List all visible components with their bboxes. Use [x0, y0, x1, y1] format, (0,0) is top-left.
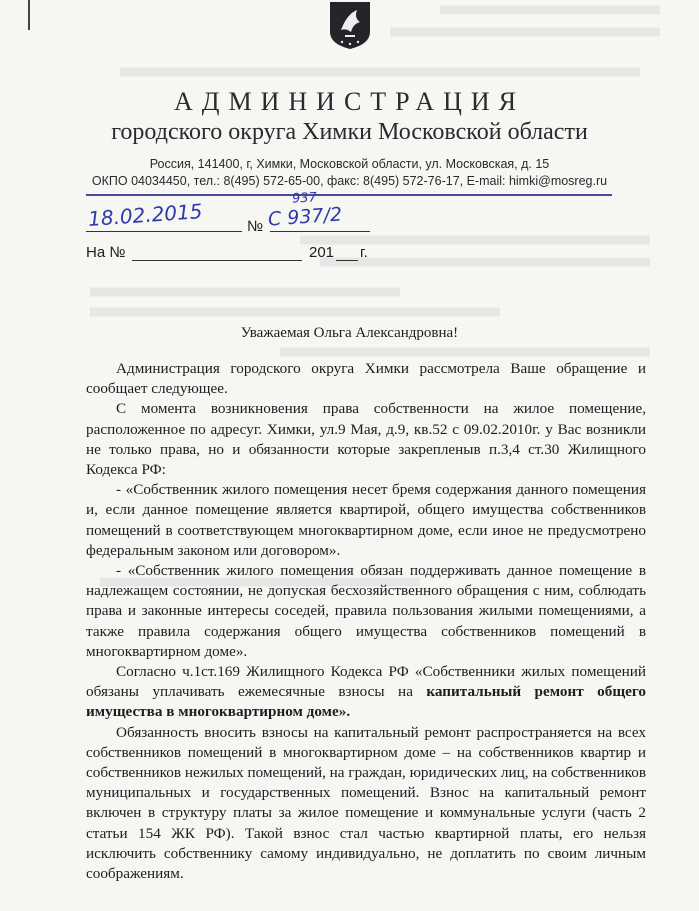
- year-line: [336, 260, 358, 261]
- paragraph-obligation: Обязанность вносить взносы на капитальный ремонт распространяется на всех собственников помещений в многоквартирном доме – на собственников квартир и собственников нежилых помещений, на граждан, юридических лиц, на собственников муниципальных и государственных помещений. Взнос на капитальный ремонт включен в структуру платы за жилое помещение и коммунальные услуги (часть 2 статьи 154 ЖК РФ). Такой взнос стал частью квартирной платы, его нельзя исключить собственнику самому индивидуально, не доплатить по своим личным соображениям.: [86, 723, 647, 883]
- reply-number-line: [132, 260, 302, 261]
- handwritten-number-top: 937: [291, 190, 318, 207]
- header-rule: [86, 194, 612, 196]
- paragraph-intro: Администрация городского округа Химки рассмотрела Ваше обращение и сообщает следующее.: [86, 360, 646, 398]
- contact-details: ОКПО 04034450, тел.: 8(495) 572-65-00, факс: 8(495) 572-76-17, E-mail: himki@mosreg.ru: [91, 174, 608, 188]
- paragraph-quote-1: - «Собственник жилого помещения несет бремя содержания данного помещения и, если данное помещение является квартирой, общего имущества собственников помещений в соответствующем многоквартирном доме, если иное не предусмотрено федеральным законом или договором».: [86, 481, 646, 559]
- handwritten-number: С 937/2: [267, 203, 343, 231]
- coat-of-arms-icon: [327, 0, 373, 50]
- year-label: 201: [309, 244, 335, 261]
- article-169-text: Согласно ч.1ст.169 Жилищного Кодекса РФ «Собственники жилых помещений обязаны уплачивать ежемесячные взносы на: [86, 663, 646, 701]
- paragraph-article-169: [86, 662, 646, 723]
- handwritten-date: 18.02.2015: [87, 199, 204, 231]
- date-underline: [86, 231, 242, 232]
- year-suffix: г.: [360, 244, 368, 261]
- postal-address: Россия, 141400, г, Химки, Московской области, ул. Московская, д. 15: [149, 157, 550, 171]
- number-label: №: [247, 218, 264, 235]
- organization-subtitle: городского округа Химки Московской области: [111, 119, 588, 145]
- article-169-bold-text: капитальный ремонт общего имущества в многоквартирном доме».: [86, 683, 646, 721]
- margin-mark: [28, 0, 30, 30]
- paragraph-quote-2: - «Собственник жилого помещения обязан поддерживать данное помещение в надлежащем состоянии, не допуская бесхозяйственного обращения с ним, соблюдать права и законные интересы соседей, правила пользования жилыми помещениями, а также правила содержания общего имущества собственников помещений в многоквартирном доме».: [86, 562, 646, 660]
- organization-title: АДМИНИСТРАЦИЯ: [174, 87, 525, 116]
- letter-body: [86, 359, 646, 884]
- paragraph-ownership: С момента возникновения права собственности на жилое помещение, расположенное по адресуг. Химки, ул.9 Мая, д.9, кв.52 с 09.02.2010г. у Вас возникли не только права, но и обязанности которые закрепленыв п.3,4 ст.30 Жилищного Кодекса РФ:: [86, 400, 646, 479]
- reply-label: На №: [86, 244, 126, 261]
- greeting: Уважаемая Ольга Александровна!: [240, 325, 459, 341]
- number-underline: [270, 231, 370, 232]
